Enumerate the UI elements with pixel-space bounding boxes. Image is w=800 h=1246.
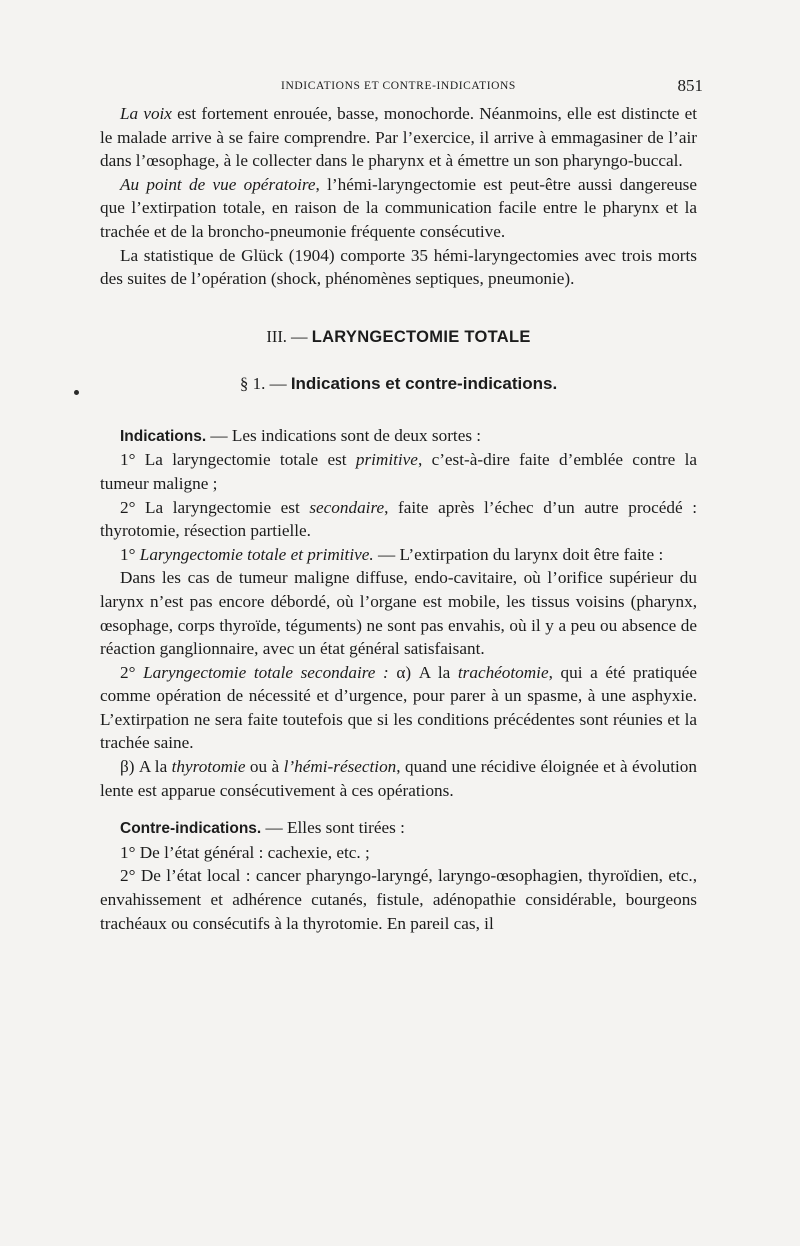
paragraph-indication-1 [100,448,697,495]
emphasis: primitive [355,450,418,470]
paragraph-statistique: La statistique de Glück (1904) comporte 35 hémi-laryngectomies avec trois morts des suites de l’opération (shock, phénomènes septiques, pneumonie). [100,245,697,289]
paragraph-secondaire [100,661,697,755]
emphasis: Laryngectomie totale et primitive. [139,544,374,564]
text-run: , faite après l’échec d’un autre procédé : thyrotomie, résection partielle. [100,497,697,541]
document-page [100,76,703,935]
paragraph-etat-general: 1° De l’état général : cachexie, etc. ; [120,842,370,862]
text-run: β) A la [120,757,172,777]
emphasis: secondaire [309,497,385,517]
text-run: , l’hémi-laryngectomie est peut-être aussi dangereuse que l’extirpation totale, en raison de la communication facile entre le pharynx et la trachée et de la broncho-pneumonie fréquente consécutive. [100,174,697,241]
section-numeral: III. — [266,326,312,346]
text-run: 1° La laryngectomie totale est [120,450,356,470]
paragraph-etat-local: 2° De l’état local : cancer pharyngo-laryngé, laryngo-œsophagien, thyroïdien, etc., envahissement et adhérence cutanés, fistule, adénopathie considérable, bourgeons trachéaux ou consécutifs à la thyrotomie. En pareil cas, il [100,866,697,933]
running-title: INDICATIONS ET CONTRE-INDICATIONS [281,80,516,92]
section-title: LARYNGECTOMIE TOTALE [311,327,531,346]
emphasis: Au point de vue opératoire [120,174,316,194]
emphasis: l’hémi-résection [283,757,397,777]
emphasis: Laryngectomie totale secondaire : [143,662,389,682]
text-run: est fortement enrouée, basse, monochorde. Néanmoins, elle est distincte et le malade arrive à se faire comprendre. Par l’exercice, il arrive à emmagasiner de l’air dans l’œsophage, à le collecter dans le pharynx et à émettre un son pharyngo-buccal. [100,104,698,171]
paragraph-tumeur: Dans les cas de tumeur maligne diffuse, endo-cavitaire, où l’orifice supérieur du larynx n’est pas encore débordé, où l’organe est mobile, les tissus voisins (pharynx, œsophage, corps thyroïde, téguments) ne sont pas envahis, où il y a peu ou absence de réaction ganglionnaire, avec un état général satisfaisant. [100,568,697,659]
emphasis: trachéotomie [457,662,549,682]
subsection-numeral: § 1. — [239,373,291,393]
indications-lead: Indications. [120,427,207,445]
subsection-heading [100,374,697,394]
emphasis: La voix [120,104,172,123]
subsection-title: Indications et contre-indications. [290,373,558,393]
contre-indications-lead: Contre-indications. [120,820,262,838]
paragraph-indications [100,424,697,449]
paragraph-indication-2 [100,496,697,543]
text-run: , qui a été pratiquée comme opération de nécessité et d’urgence, pour parer à un spasme, à une asphyxie. L’extirpation ne sera faite toutefois que si les conditions précédentes sont réunies et la trachée saine. [100,662,697,753]
text-run: — L’extirpation du larynx doit être faite : [373,544,664,564]
paragraph-primitive [100,543,697,567]
text-run: 2° [120,662,144,682]
section-heading [100,327,697,347]
paragraph-contre-indications [100,816,697,841]
text-run: , quand une récidive éloignée et à évolution lente est apparue consécutivement à ces opérations. [100,757,697,800]
text-run: 2° La laryngectomie est [120,497,310,517]
text-run: 1° [120,544,140,564]
emphasis: thyrotomie [171,757,246,777]
text-run: ou à [245,757,284,777]
page-number: 851 [677,76,703,95]
paragraph-voix [100,102,697,173]
text-run: — Les indications sont de deux sortes : [206,425,482,445]
ink-dot [74,390,79,395]
text-run: , c’est-à-dire faite d’emblée contre la tumeur maligne ; [100,450,697,493]
text-run: — Elles sont tirées : [261,818,405,838]
running-header [100,76,703,102]
paragraph-operatoire [100,173,697,244]
text-run: α) A la [388,662,458,682]
paragraph-thyrotomie [100,755,697,802]
